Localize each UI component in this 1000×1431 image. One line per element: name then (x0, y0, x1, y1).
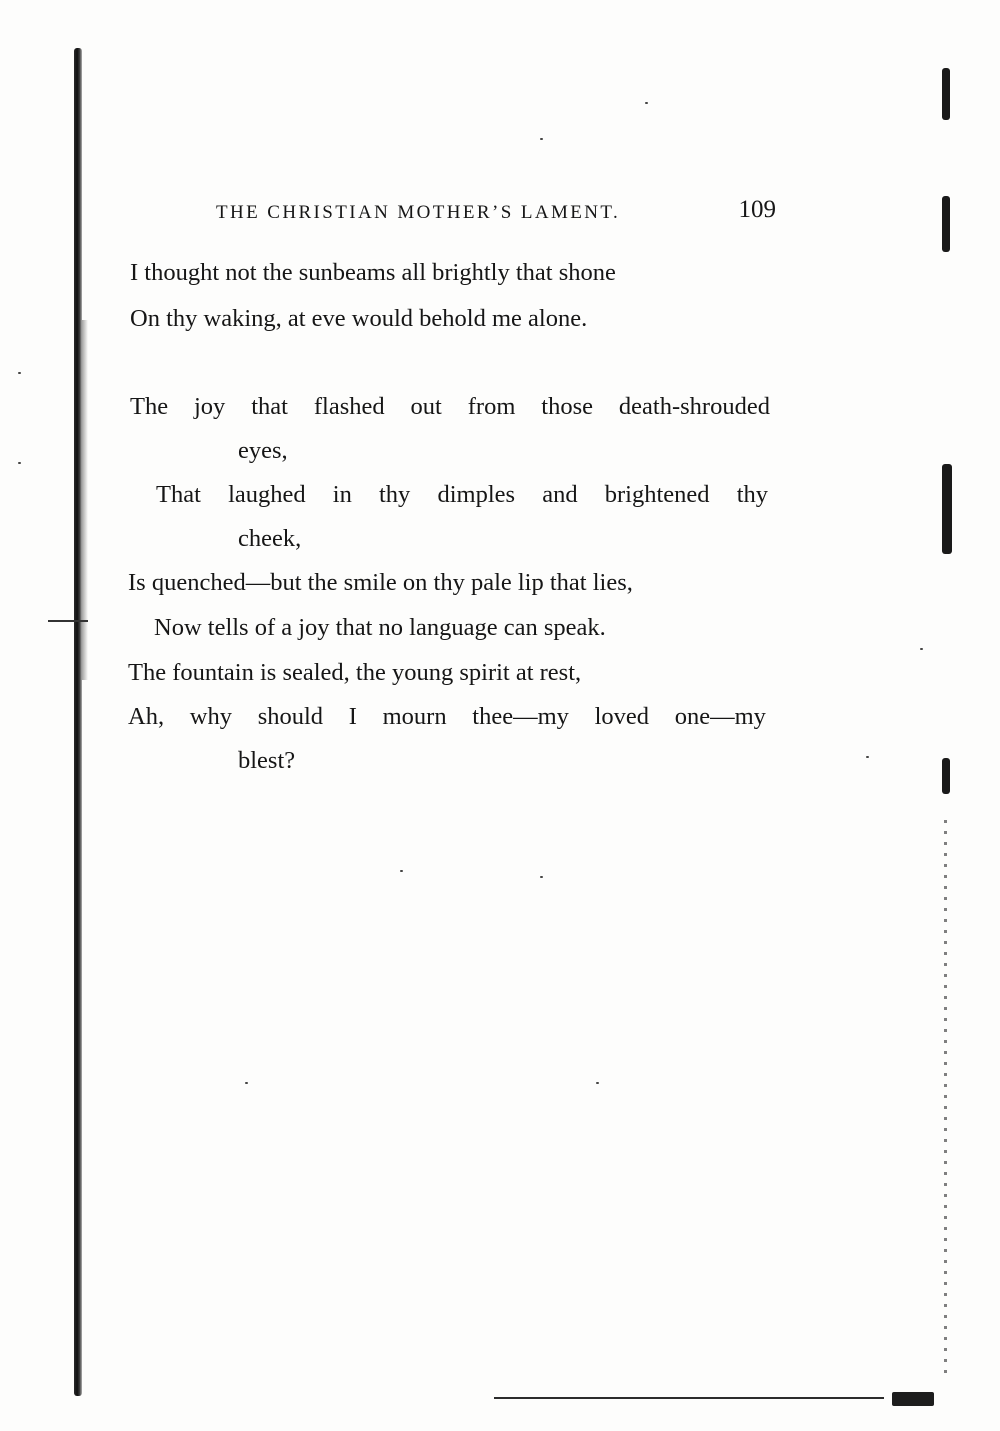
poem-word: laughed (228, 481, 306, 508)
page-edge-mark (942, 68, 950, 120)
speck (540, 138, 543, 140)
poem-line-justified (128, 702, 766, 732)
poem-line: The fountain is sealed, the young spirit at rest, (128, 659, 582, 686)
poem-line-justified (156, 480, 768, 510)
poem-word: and (542, 481, 578, 508)
speck (645, 102, 648, 104)
page-edge-dots (944, 820, 947, 1380)
bottom-corner-mark (892, 1392, 934, 1406)
poem-line: Is quenched—but the smile on thy pale lip that lies, (128, 569, 633, 596)
poem-word: brightened (604, 481, 710, 508)
speck (18, 372, 21, 374)
speck (866, 756, 869, 758)
gutter-shade (82, 320, 88, 680)
speck (18, 462, 21, 464)
poem-word: one—my (674, 703, 766, 730)
poem-word: joy (194, 393, 226, 420)
poem-word: that (251, 393, 288, 420)
poem-word: thy (379, 481, 411, 508)
poem-line: I thought not the sunbeams all brightly that shone (130, 259, 616, 286)
speck (540, 876, 543, 878)
poem-word: death-shrouded (618, 393, 770, 420)
poem-word: flashed (313, 393, 385, 420)
poem-word: thee—my (472, 703, 569, 730)
speck (920, 648, 923, 650)
page-edge-mark (942, 758, 950, 794)
poem-word: out (410, 393, 442, 420)
poem-line: On thy waking, at eve would behold me alone. (130, 305, 588, 332)
poem-word: thy (736, 481, 768, 508)
page-gutter-shadow (74, 48, 82, 1396)
page-edge-mark (942, 196, 950, 252)
poem-word: mourn (382, 703, 447, 730)
speck (245, 1082, 248, 1084)
speck (596, 1082, 599, 1084)
poem-word: The (130, 393, 169, 420)
poem-word: loved (594, 703, 650, 730)
poem-line-justified (130, 392, 770, 422)
bottom-edge-rule (494, 1397, 884, 1399)
poem-line-continuation: blest? (238, 747, 296, 774)
poem-line: Now tells of a joy that no language can speak. (154, 614, 606, 641)
poem-word: in (332, 481, 352, 508)
poem-word: from (467, 393, 516, 420)
poem-word: why (189, 703, 232, 730)
running-title: THE CHRISTIAN MOTHER’S LAMENT. (216, 202, 621, 223)
speck (400, 870, 403, 872)
poem-word: Ah, (128, 703, 165, 730)
page-edge-mark (942, 464, 952, 554)
poem-line-continuation: eyes, (238, 437, 288, 464)
poem-word: I (348, 703, 357, 730)
poem-word: That (156, 481, 201, 508)
poem-line-continuation: cheek, (238, 525, 302, 552)
running-head (216, 196, 776, 230)
poem-word: should (257, 703, 324, 730)
poem-word: those (541, 393, 593, 420)
margin-mark (48, 620, 88, 622)
poem-word: dimples (437, 481, 516, 508)
page-number: 109 (738, 196, 776, 223)
